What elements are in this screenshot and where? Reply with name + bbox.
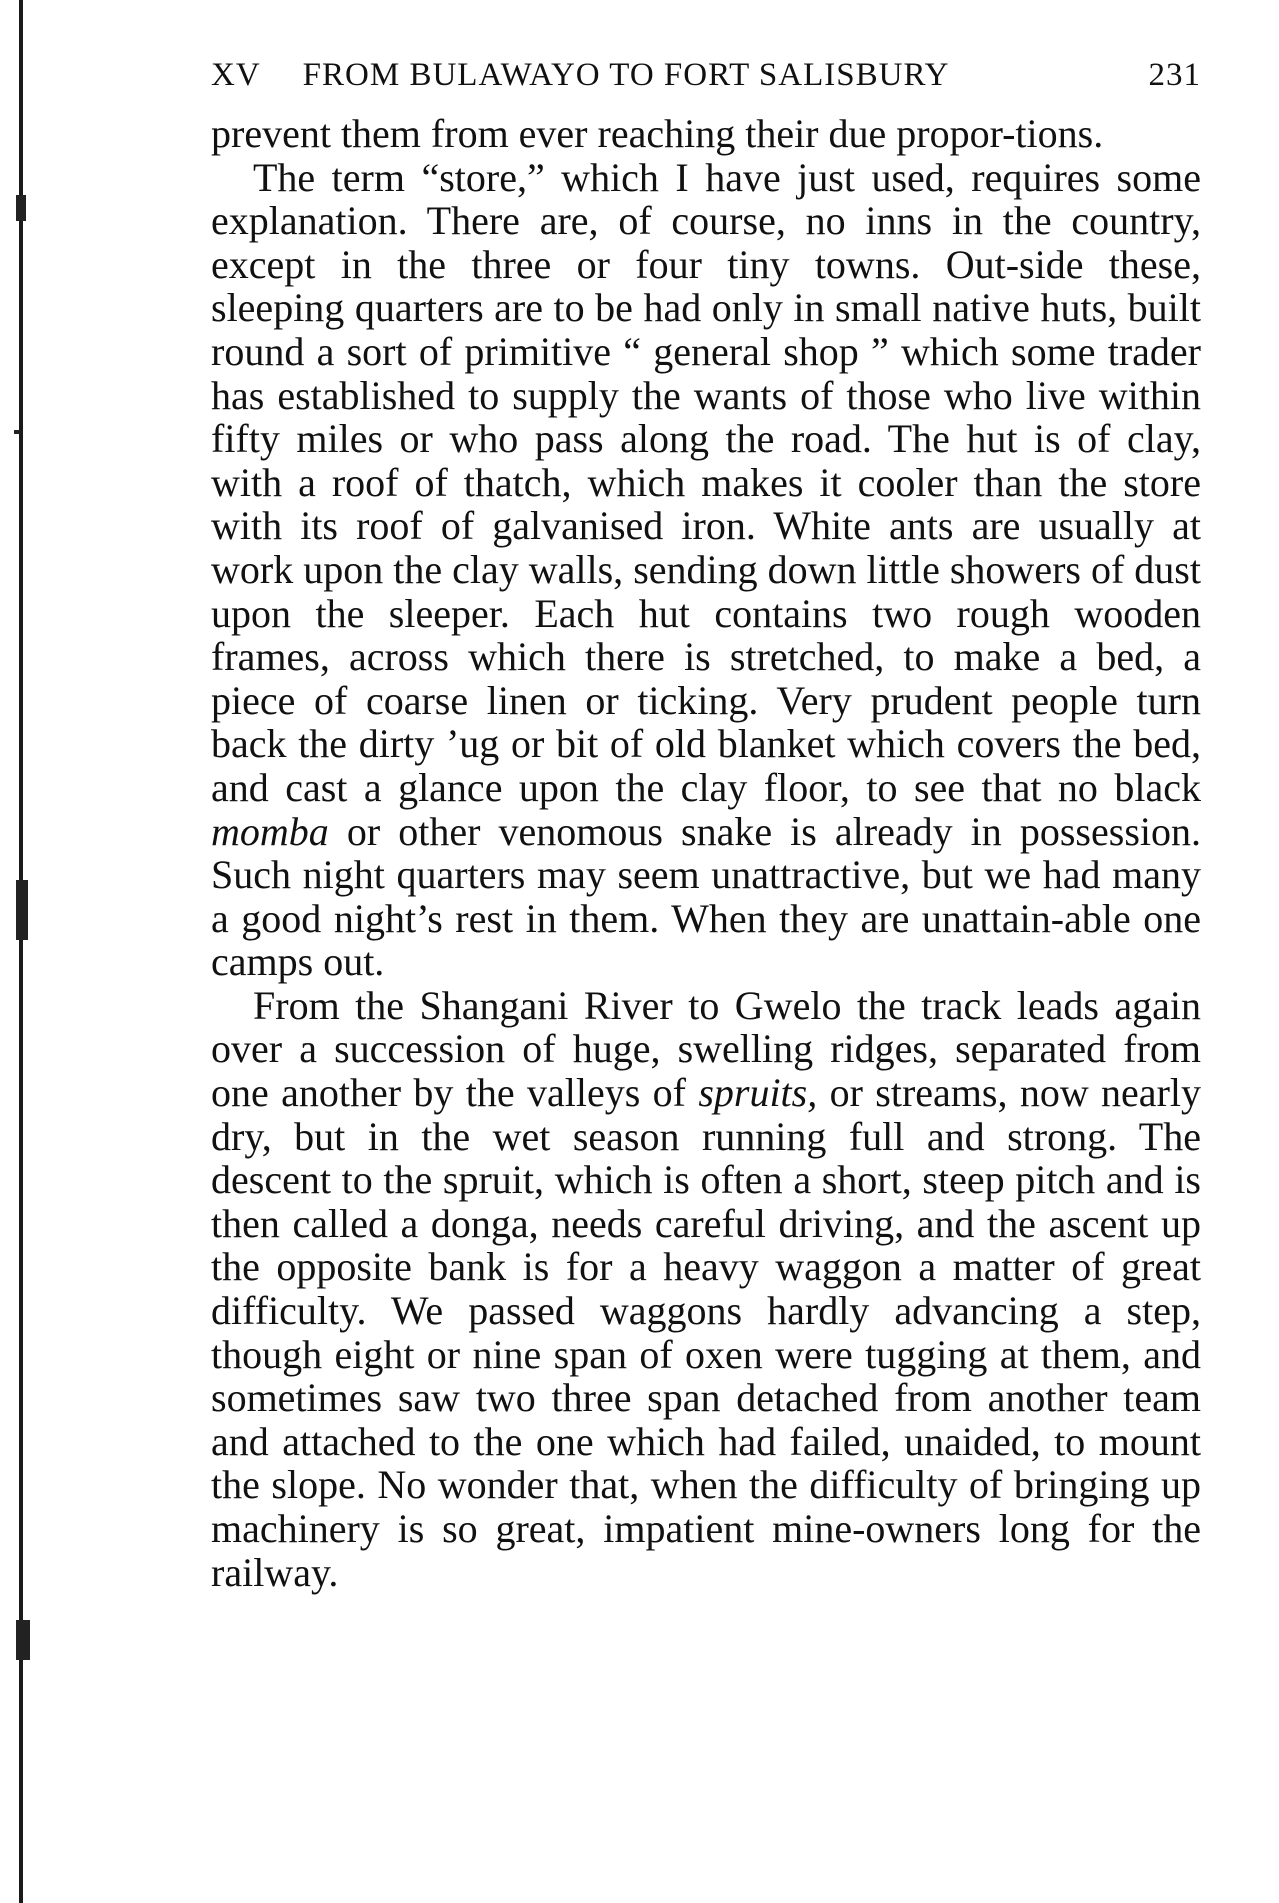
paragraph-text: or other venomous snake is already in possession. Such night quarters may seem unattractive, but we had many a good night’s rest in them. When they are unattain-able one camps out. <box>211 808 1201 985</box>
binding-edge-line <box>19 0 23 1903</box>
paragraph-1 <box>211 112 1201 156</box>
paragraph-3 <box>211 984 1201 1594</box>
page-number: 231 <box>1148 57 1201 93</box>
paragraph-text: prevent them from ever reaching their due propor-tions. <box>211 111 1104 156</box>
binding-mark <box>16 880 28 940</box>
binding-mark <box>14 430 20 434</box>
paragraph-text: From the Shangani River to Gwelo the track leads again over a succession of huge, swelling ridges, separated from one another by the valleys of <box>211 982 1201 1116</box>
running-title: FROM BULAWAYO TO FORT SALISBURY <box>302 57 950 93</box>
body-text <box>211 112 1201 1594</box>
paragraph-text: or streams, now nearly dry, but in the wet season running full and strong. The descent to the spruit, which is often a short, steep pitch and is then called a donga, needs careful driving, and the ascent up the opposite bank is for a heavy waggon a matter of great difficulty. We passed waggons hardly advancing a step, though eight or nine span of oxen were tugging at them, and sometimes saw two three span detached from another team and attached to the one which had failed, unaided, to mount the slope. No wonder that, when the difficulty of bringing up machinery is so great, impatient mine-owners long for the railway. <box>211 1070 1201 1595</box>
paragraph-text: The term “store,” which I have just used, requires some explanation. There are, of course, no inns in the country, except in the three or four tiny towns. Out-side these, sleeping quarters are to be had only in small native huts, built round a sort of primitive “ general shop ” which some trader has established to supply the wants of those who live within fifty miles or who pass along the road. The hut is of clay, with a roof of thatch, which makes it cooler than the store with its roof of galvanised iron. White ants are usually at work upon the clay walls, sending down little showers of dust upon the sleeper. Each hut contains two rough wooden frames, across which there is stretched, to make a bed, a piece of coarse linen or ticking. Very prudent people turn back the dirty ’ug or bit of old blanket which covers the bed, and cast a glance upon the clay floor, to see that no black <box>211 154 1201 810</box>
chapter-number: XV <box>211 57 261 93</box>
italic-term-momba: momba <box>211 808 329 854</box>
italic-term-spruits: spruits, <box>698 1070 818 1116</box>
running-header <box>211 48 1201 102</box>
binding-edge <box>14 0 30 1903</box>
binding-mark <box>16 195 26 221</box>
paragraph-2 <box>211 156 1201 984</box>
binding-mark <box>16 1620 30 1660</box>
book-page <box>211 48 1201 1594</box>
